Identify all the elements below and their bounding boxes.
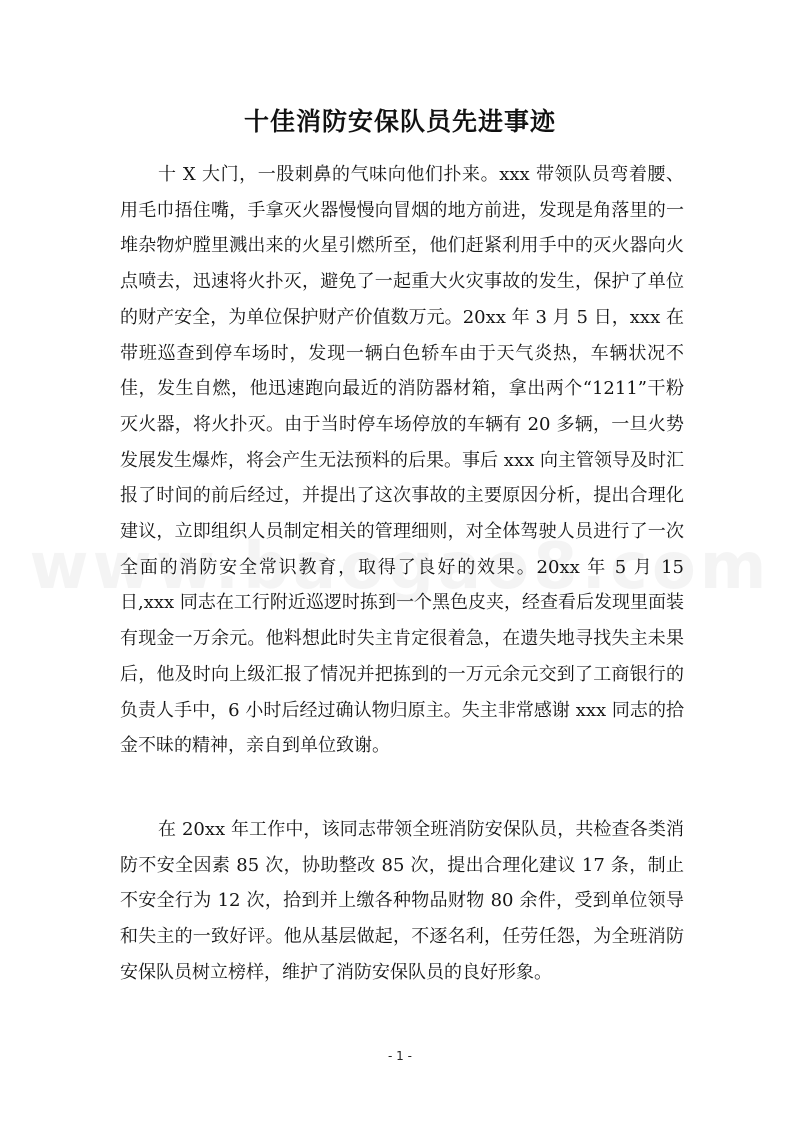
document-title: 十佳消防安保队员先进事迹 [243,107,556,136]
page-number: - 1 - [388,1049,412,1063]
body-paragraph-2: 在 20xx 年工作中，该同志带领全班消防安保队员，共检查各类消防不安全因素 85 次，协助整改 85 次，提出合理化建议 17 条，制止不安全行为 12 次，拾到并上缴各种物品财物 80 余件，受到单位领导和失主的一致好评。他从基层做起，不逐名利，任劳任怨，为全班消防安保队员树立榜样，维护了消防安保队员的良好形象。 [120,819,684,983]
body-paragraph-1: 十 X 大门，一股刺鼻的气味向他们扑来。xxx 带领队员弯着腰、用毛巾捂住嘴，手拿灭火器慢慢向冒烟的地方前进，发现是角落里的一堆杂物炉膛里溅出来的火星引燃所至，他们赶紧利用手中的灭火器向火点喷去，迅速将火扑灭，避免了一起重大火灾事故的发生，保护了单位的财产安全，为单位保护财产价值数万元。20xx 年 3 月 5 日，xxx 在带班巡查到停车场时，发现一辆白色轿车由于天气炎热，车辆状况不佳，发生自燃，他迅速跑向最近的消防器材箱，拿出两个“1211”干粉灭火器，将火扑灭。由于当时停车场停放的车辆有 20 多辆，一旦火势发展发生爆炸，将会产生无法预料的后果。事后 xxx 向主管领导及时汇报了时间的前后经过，并提出了这次事故的主要原因分析，提出合理化建议，立即组织人员制定相关的管理细则，对全体驾驶人员进行了一次全面的消防安全常识教育，取得了良好的效果。20xx 年 5 月 15 日,xxx 同志在工行附近巡逻时拣到一个黑色皮夹，经查看后发现里面装有现金一万余元。他料想此时失主肯定很着急，在遗失地寻找失主未果后，他及时向上级汇报了情况并把拣到的一万元余元交到了工商银行的负责人手中，6 小时后经过确认物归原主。失主非常感谢 xxx 同志的拾金不昧的精神，亲自到单位致谢。 [120,164,684,757]
